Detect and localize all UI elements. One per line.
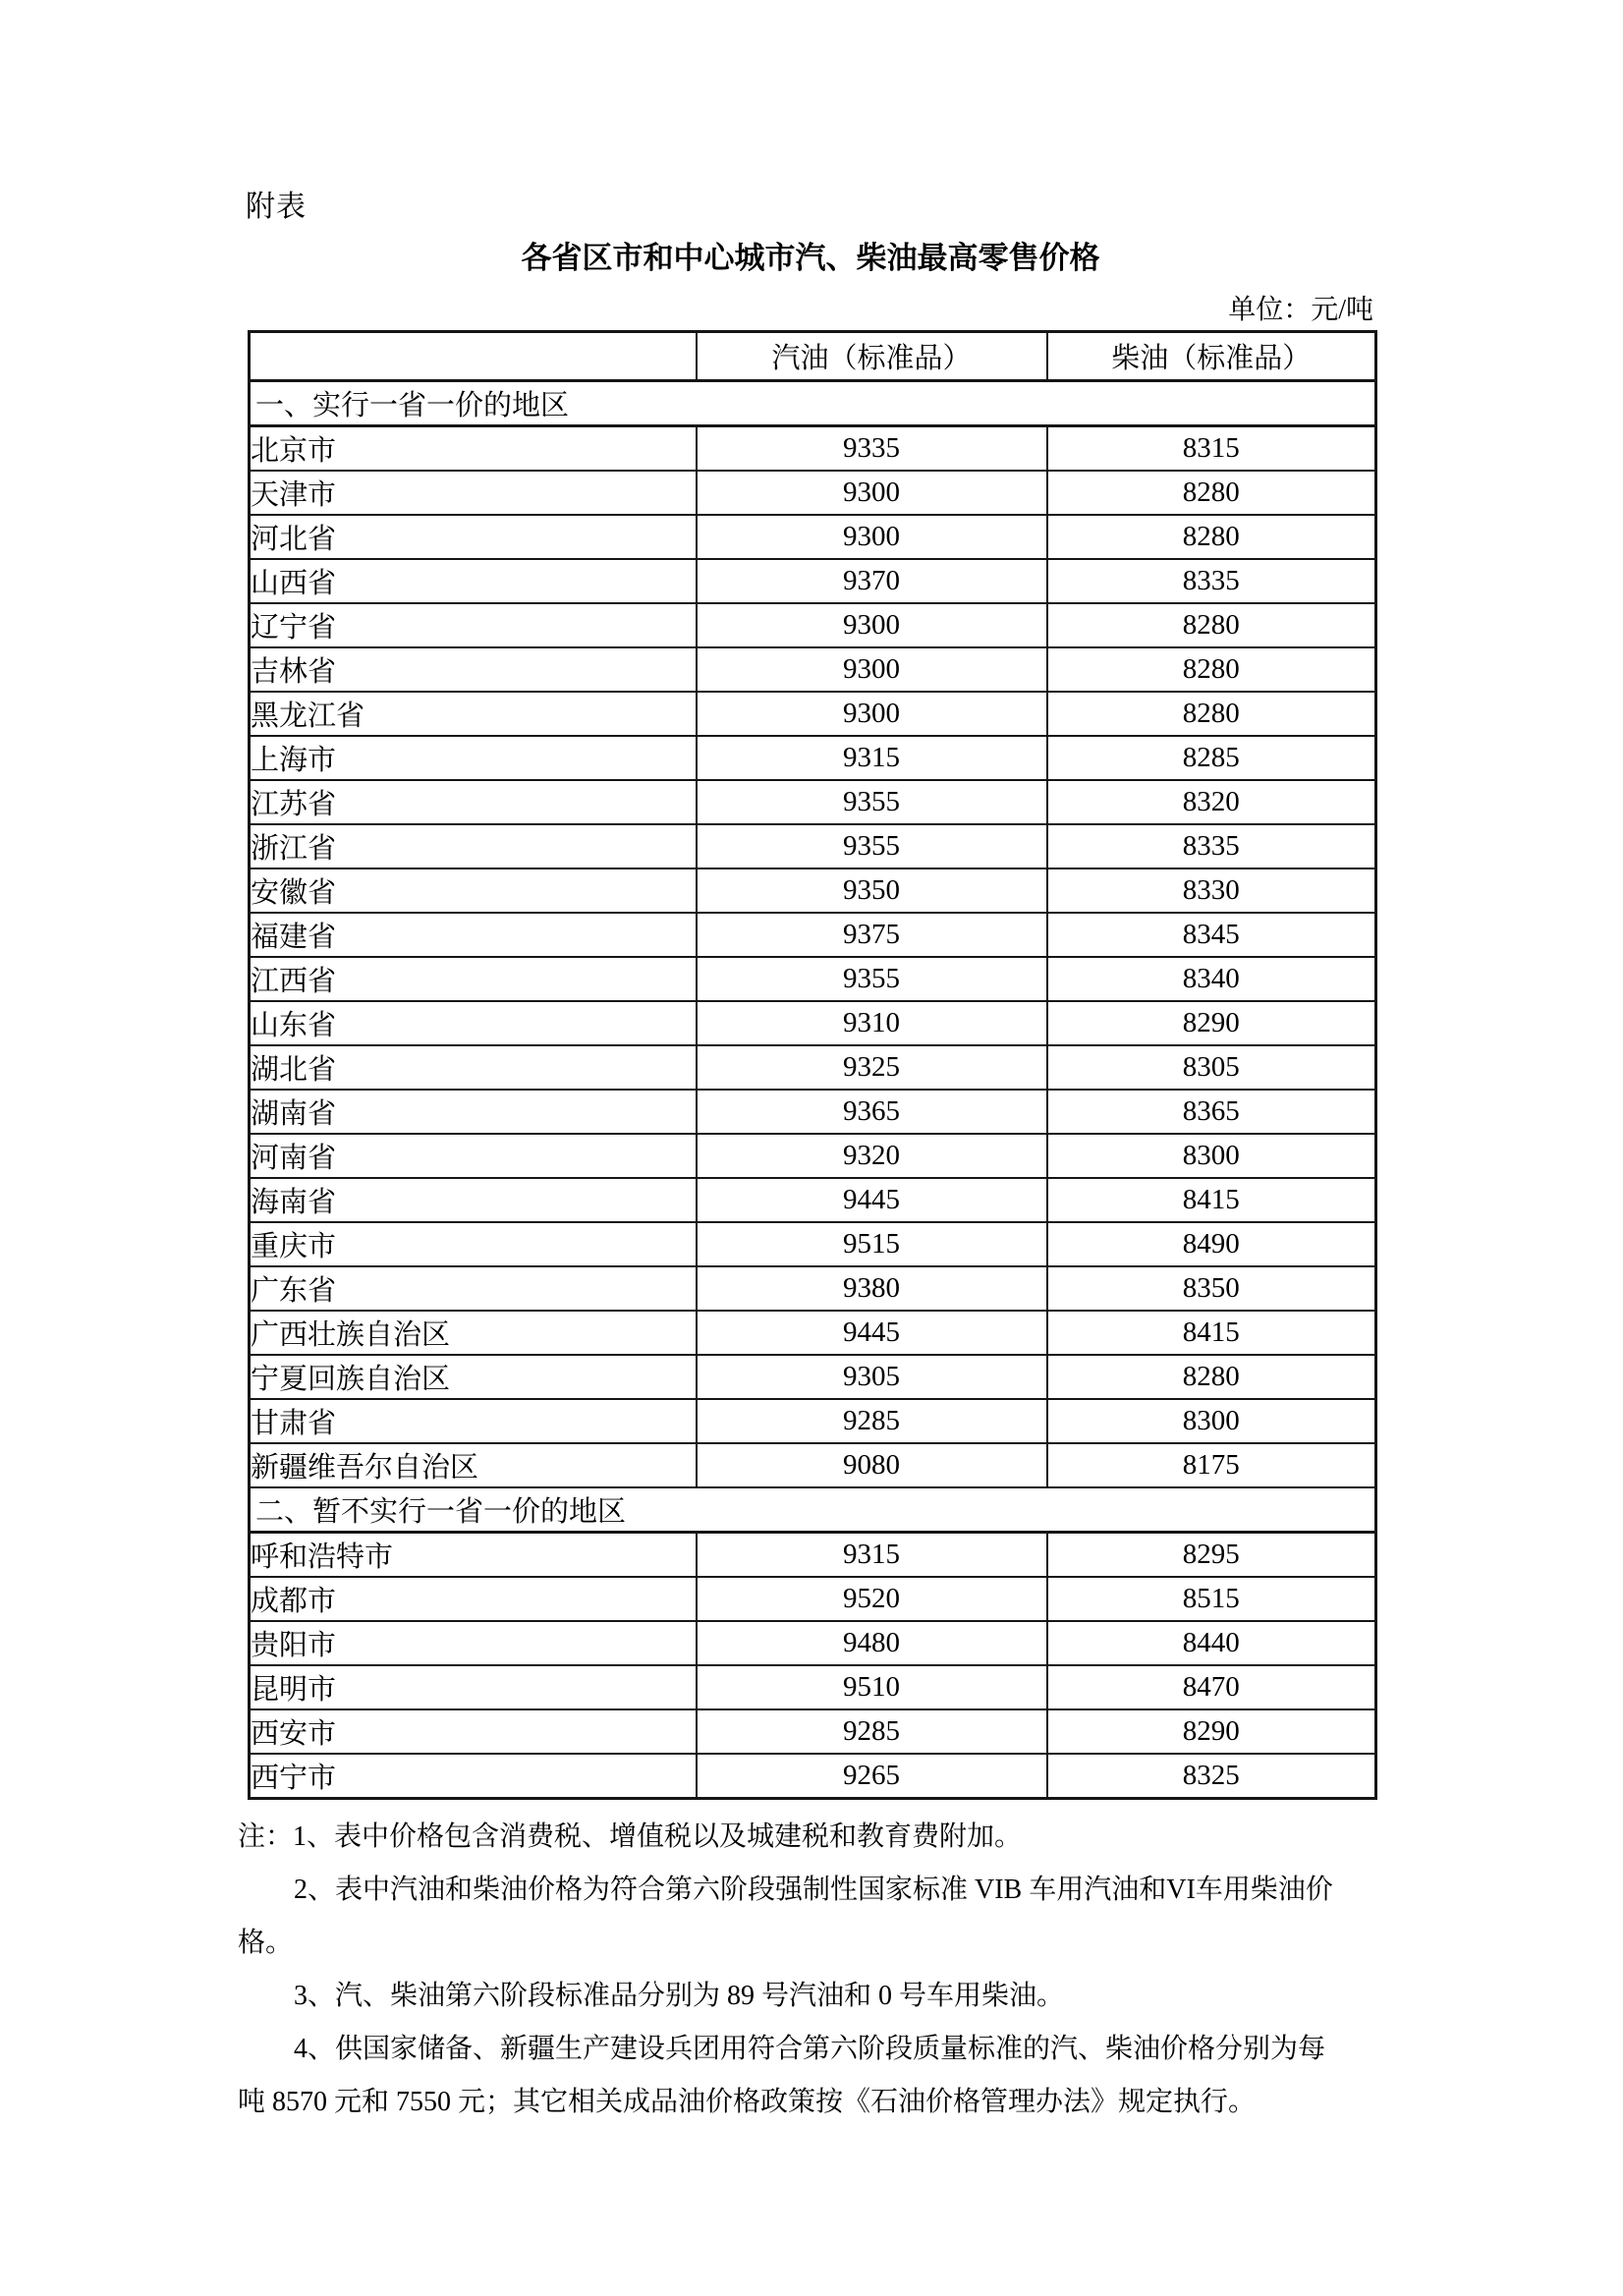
gasoline-price-cell: 9300 [697, 692, 1047, 736]
table-row [250, 1266, 1376, 1311]
gasoline-price-cell: 9480 [697, 1621, 1047, 1665]
section-header-row [250, 381, 1376, 426]
region-cell: 广西壮族自治区 [250, 1311, 697, 1355]
region-cell: 河北省 [250, 515, 697, 559]
gasoline-price-cell: 9320 [697, 1134, 1047, 1178]
diesel-price-cell: 8300 [1047, 1134, 1376, 1178]
gasoline-price-cell: 9520 [697, 1577, 1047, 1621]
gasoline-price-cell: 9315 [697, 736, 1047, 780]
table-row [250, 603, 1376, 647]
region-cell: 江西省 [250, 957, 697, 1001]
gasoline-price-cell: 9315 [697, 1533, 1047, 1578]
table-row [250, 1709, 1376, 1754]
gasoline-price-cell: 9265 [697, 1754, 1047, 1799]
gasoline-price-cell: 9355 [697, 957, 1047, 1001]
page-title: 各省区市和中心城市汽、柴油最高零售价格 [521, 241, 1100, 275]
region-cell: 重庆市 [250, 1222, 697, 1266]
table-row [250, 1045, 1376, 1090]
diesel-price-cell: 8280 [1047, 603, 1376, 647]
gasoline-price-cell: 9285 [697, 1399, 1047, 1443]
region-cell: 上海市 [250, 736, 697, 780]
diesel-price-cell: 8365 [1047, 1090, 1376, 1134]
region-cell: 天津市 [250, 471, 697, 515]
region-cell: 山东省 [250, 1001, 697, 1045]
table-row [250, 913, 1376, 957]
region-cell: 宁夏回族自治区 [250, 1355, 697, 1399]
table-row [250, 1355, 1376, 1399]
diesel-price-cell: 8175 [1047, 1443, 1376, 1487]
gasoline-price-cell: 9325 [697, 1045, 1047, 1090]
region-cell: 贵阳市 [250, 1621, 697, 1665]
gasoline-price-cell: 9375 [697, 913, 1047, 957]
price-table-body [250, 381, 1376, 1799]
gasoline-price-cell: 9355 [697, 780, 1047, 824]
diesel-price-cell: 8340 [1047, 957, 1376, 1001]
diesel-price-cell: 8280 [1047, 692, 1376, 736]
table-row [250, 426, 1376, 472]
table-row [250, 1178, 1376, 1222]
diesel-price-cell: 8295 [1047, 1533, 1376, 1578]
table-row [250, 559, 1376, 603]
gasoline-price-cell: 9300 [697, 603, 1047, 647]
region-cell: 海南省 [250, 1178, 697, 1222]
table-row [250, 868, 1376, 913]
diesel-price-cell: 8280 [1047, 647, 1376, 692]
diesel-price-cell: 8490 [1047, 1222, 1376, 1266]
region-cell: 西宁市 [250, 1754, 697, 1799]
gasoline-price-cell: 9305 [697, 1355, 1047, 1399]
table-row [250, 1621, 1376, 1665]
note-line: 2、表中汽油和柴油价格为符合第六阶段强制性国家标准 VIB 车用汽油和VI车用柴油价 [294, 1875, 1333, 1905]
diesel-price-cell: 8280 [1047, 1355, 1376, 1399]
gasoline-price-cell: 9300 [697, 471, 1047, 515]
diesel-price-cell: 8350 [1047, 1266, 1376, 1311]
region-cell: 甘肃省 [250, 1399, 697, 1443]
region-cell: 湖北省 [250, 1045, 697, 1090]
region-cell: 新疆维吾尔自治区 [250, 1443, 697, 1487]
table-row [250, 1533, 1376, 1578]
diesel-price-cell: 8335 [1047, 559, 1376, 603]
diesel-price-cell: 8415 [1047, 1178, 1376, 1222]
diesel-price-cell: 8335 [1047, 824, 1376, 868]
gasoline-price-cell: 9355 [697, 824, 1047, 868]
region-cell: 北京市 [250, 426, 697, 472]
table-row [250, 1001, 1376, 1045]
note-line: 格。 [238, 1928, 294, 1958]
gasoline-price-cell: 9380 [697, 1266, 1047, 1311]
diesel-price-cell: 8440 [1047, 1621, 1376, 1665]
diesel-price-cell: 8290 [1047, 1001, 1376, 1045]
notes-block [238, 1811, 1436, 2129]
region-cell: 浙江省 [250, 824, 697, 868]
diesel-price-cell: 8280 [1047, 471, 1376, 515]
header-region-cell [250, 332, 697, 381]
gasoline-price-cell: 9300 [697, 647, 1047, 692]
note-line: 3、汽、柴油第六阶段标准品分别为 89 号汽油和 0 号车用柴油。 [294, 1981, 1065, 2011]
table-row [250, 1090, 1376, 1134]
gasoline-price-cell: 9285 [697, 1709, 1047, 1754]
table-row [250, 780, 1376, 824]
diesel-price-cell: 8285 [1047, 736, 1376, 780]
table-row [250, 647, 1376, 692]
section-header-cell: 二、暂不实行一省一价的地区 [250, 1487, 1376, 1533]
region-cell: 福建省 [250, 913, 697, 957]
region-cell: 江苏省 [250, 780, 697, 824]
note-line: 4、供国家储备、新疆生产建设兵团用符合第六阶段质量标准的汽、柴油价格分别为每 [294, 2034, 1326, 2064]
region-cell: 西安市 [250, 1709, 697, 1754]
table-row [250, 1443, 1376, 1487]
price-table [248, 330, 1377, 1800]
table-row [250, 1134, 1376, 1178]
diesel-price-cell: 8320 [1047, 780, 1376, 824]
gasoline-price-cell: 9080 [697, 1443, 1047, 1487]
gasoline-price-cell: 9365 [697, 1090, 1047, 1134]
diesel-price-cell: 8305 [1047, 1045, 1376, 1090]
region-cell: 广东省 [250, 1266, 697, 1311]
header-gasoline-cell: 汽油（标准品） [697, 332, 1047, 381]
diesel-price-cell: 8300 [1047, 1399, 1376, 1443]
gasoline-price-cell: 9335 [697, 426, 1047, 472]
table-row [250, 1577, 1376, 1621]
note-line: 注：1、表中价格包含消费税、增值税以及城建税和教育费附加。 [238, 1821, 1023, 1852]
diesel-price-cell: 8325 [1047, 1754, 1376, 1799]
gasoline-price-cell: 9350 [697, 868, 1047, 913]
gasoline-price-cell: 9310 [697, 1001, 1047, 1045]
unit-label: 单位：元/吨 [1228, 295, 1373, 325]
table-row [250, 1222, 1376, 1266]
diesel-price-cell: 8330 [1047, 868, 1376, 913]
region-cell: 河南省 [250, 1134, 697, 1178]
section-header-cell: 一、实行一省一价的地区 [250, 381, 1376, 426]
region-cell: 黑龙江省 [250, 692, 697, 736]
diesel-price-cell: 8515 [1047, 1577, 1376, 1621]
note-line: 吨 8570 元和 7550 元；其它相关成品油价格政策按《石油价格管理办法》规定执行。 [238, 2087, 1257, 2117]
table-row [250, 957, 1376, 1001]
gasoline-price-cell: 9370 [697, 559, 1047, 603]
gasoline-price-cell: 9300 [697, 515, 1047, 559]
region-cell: 成都市 [250, 1577, 697, 1621]
region-cell: 安徽省 [250, 868, 697, 913]
gasoline-price-cell: 9510 [697, 1665, 1047, 1709]
header-diesel-cell: 柴油（标准品） [1047, 332, 1376, 381]
diesel-price-cell: 8415 [1047, 1311, 1376, 1355]
gasoline-price-cell: 9515 [697, 1222, 1047, 1266]
table-row [250, 1311, 1376, 1355]
region-cell: 昆明市 [250, 1665, 697, 1709]
table-row [250, 824, 1376, 868]
region-cell: 呼和浩特市 [250, 1533, 697, 1578]
gasoline-price-cell: 9445 [697, 1311, 1047, 1355]
region-cell: 吉林省 [250, 647, 697, 692]
table-row [250, 692, 1376, 736]
region-cell: 湖南省 [250, 1090, 697, 1134]
gasoline-price-cell: 9445 [697, 1178, 1047, 1222]
appendix-label: 附表 [246, 191, 307, 223]
diesel-price-cell: 8315 [1047, 426, 1376, 472]
table-header-row [250, 332, 1376, 381]
table-row [250, 1399, 1376, 1443]
table-row [250, 1665, 1376, 1709]
diesel-price-cell: 8470 [1047, 1665, 1376, 1709]
table-row [250, 1754, 1376, 1799]
table-row [250, 471, 1376, 515]
region-cell: 山西省 [250, 559, 697, 603]
table-row [250, 736, 1376, 780]
region-cell: 辽宁省 [250, 603, 697, 647]
diesel-price-cell: 8290 [1047, 1709, 1376, 1754]
diesel-price-cell: 8345 [1047, 913, 1376, 957]
section-header-row [250, 1487, 1376, 1533]
table-row [250, 515, 1376, 559]
diesel-price-cell: 8280 [1047, 515, 1376, 559]
